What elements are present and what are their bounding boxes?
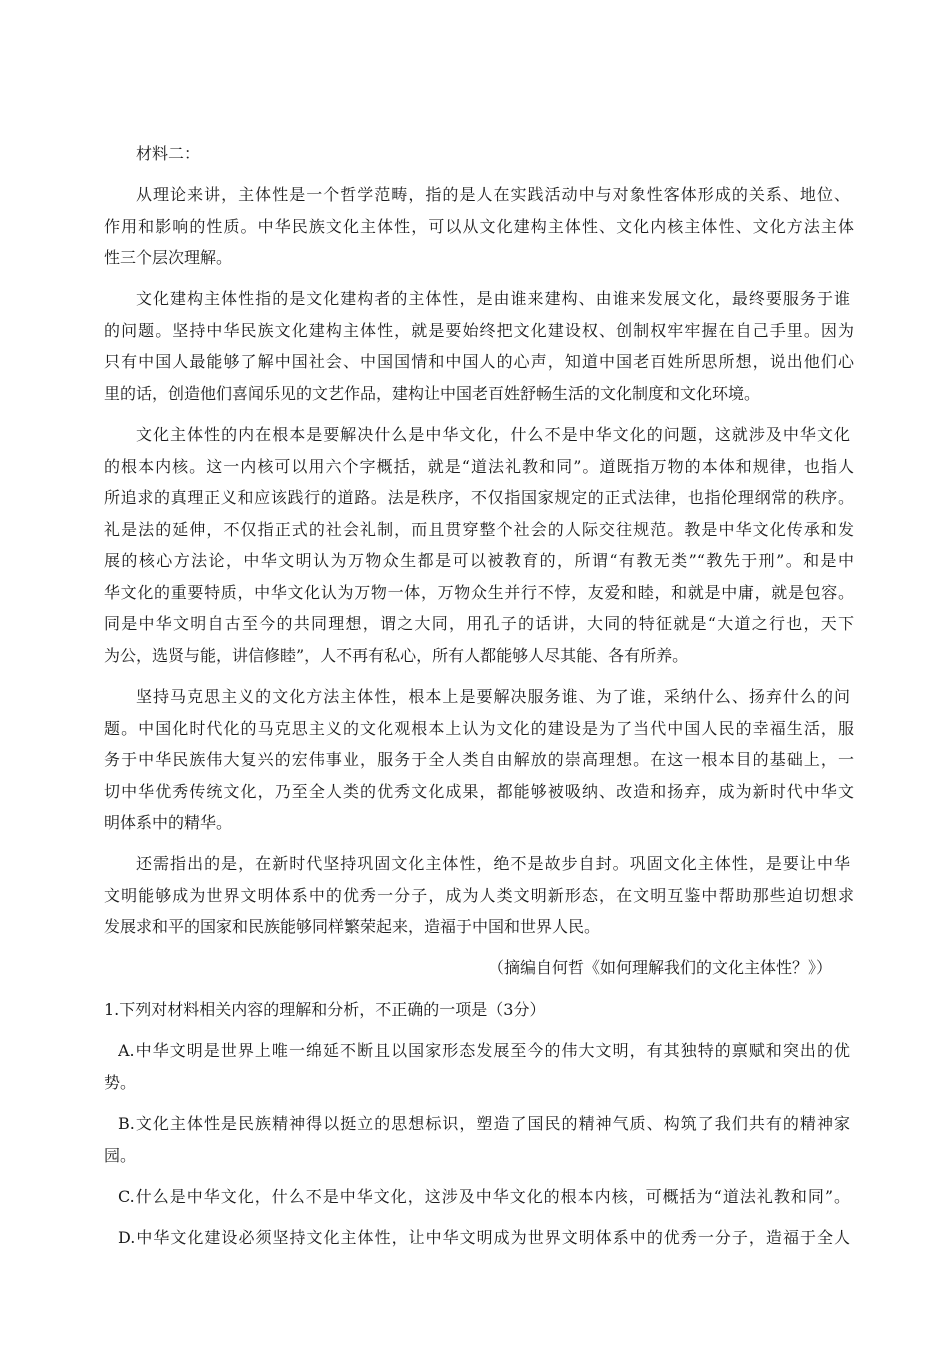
material-heading: 材料二： [136, 144, 201, 163]
question-stem: 1.下列对材料相关内容的理解和分析，不正确的一项是（3分） [104, 1000, 546, 1019]
option-line: B.文化主体性是民族精神得以挺立的思想标识，塑造了国民的精神气质、构筑了我们共有的精神家 [118, 1114, 850, 1133]
paragraph-line: 的根本内核。这一内核可以用六个字概括，就是“道法礼教和同”。道既指万物的本体和规律，也指人 [104, 457, 854, 476]
paragraph-line: 里的话，创造他们喜闻乐见的文艺作品，建构让中国老百姓舒畅生活的文化制度和文化环境。 [104, 384, 761, 403]
paragraph-line: 文明能够成为世界文明体系中的优秀一分子，成为人类文明新形态，在文明互鉴中帮助那些迫切想求 [104, 886, 854, 905]
paragraph-line: 同是中华文明自古至今的共同理想，谓之大同，用孔子的话讲，大同的特征就是“大道之行也，天下 [104, 614, 854, 633]
option-line: A.中华文明是世界上唯一绵延不断且以国家形态发展至今的伟大文明，有其独特的禀赋和突出的优 [118, 1041, 850, 1060]
paragraph-line: 的问题。坚持中华民族文化建构主体性，就是要始终把文化建设权、创制权牢牢握在自己手里。因为 [104, 321, 854, 340]
paragraph-line: 文化建构主体性指的是文化建构者的主体性，是由谁来建构、由谁来发展文化，最终要服务于谁 [136, 289, 850, 308]
paragraph-line: 明体系中的精华。 [104, 813, 233, 832]
paragraph-line: 性三个层次理解。 [104, 248, 233, 267]
paragraph-line: 礼是法的延伸，不仅指正式的社会礼制，而且贯穿整个社会的人际交往规范。教是中华文化传承和发 [104, 520, 854, 539]
paragraph-line: 展的核心方法论，中华文明认为万物众生都是可以被教育的，所谓“有教无类”“教先于刑”。和是中 [104, 551, 854, 570]
paragraph-line: 务于中华民族伟大复兴的宏伟事业，服务于全人类自由解放的崇高理想。在这一根本目的基础上，一 [104, 750, 854, 769]
paragraph-line: 作用和影响的性质。中华民族文化主体性，可以从文化建构主体性、文化内核主体性、文化方法主体 [104, 217, 854, 236]
paragraph-line: 发展求和平的国家和民族能够同样繁荣起来，造福于中国和世界人民。 [104, 917, 601, 936]
option-line: 园。 [104, 1146, 137, 1165]
source-citation: （摘编自何哲《如何理解我们的文化主体性？》） [487, 958, 832, 977]
paragraph-line: 文化主体性的内在根本是要解决什么是中华文化，什么不是中华文化的问题，这就涉及中华文化 [136, 425, 850, 444]
paragraph-line: 切中华优秀传统文化，乃至全人类的优秀文化成果，都能够被吸纳、改造和扬弃，成为新时代中华文 [104, 782, 854, 801]
paragraph-line: 坚持马克思主义的文化方法主体性，根本上是要解决服务谁、为了谁，采纳什么、扬弃什么的问 [136, 687, 850, 706]
paragraph-line: 还需指出的是，在新时代坚持巩固文化主体性，绝不是故步自封。巩固文化主体性，是要让中华 [136, 854, 850, 873]
paragraph-line: 只有中国人最能够了解中国社会、中国国情和中国人的心声，知道中国老百姓所思所想，说出他们心 [104, 352, 854, 371]
paragraph-line: 题。中国化时代化的马克思主义的文化观根本上认为文化的建设是为了当代中国人民的幸福生活，服 [104, 719, 854, 738]
option-line: D.中华文化建设必须坚持文化主体性，让中华文明成为世界文明体系中的优秀一分子，造福于全人 [118, 1228, 850, 1247]
paragraph-line: 从理论来讲，主体性是一个哲学范畴，指的是人在实践活动中与对象性客体形成的关系、地位、 [136, 185, 850, 204]
option-line: 势。 [104, 1073, 137, 1092]
option-line: C.什么是中华文化，什么不是中华文化，这涉及中华文化的根本内核，可概括为“道法礼教和同”。 [118, 1187, 850, 1206]
paragraph-line: 所追求的真理正义和应该践行的道路。法是秩序，不仅指国家规定的正式法律，也指伦理纲常的秩序。 [104, 488, 854, 507]
paragraph-line: 为公，选贤与能，讲信修睦”，人不再有私心，所有人都能够人尽其能、各有所养。 [104, 646, 689, 665]
paragraph-line: 华文化的重要特质，中华文化认为万物一体，万物众生并行不悖，友爱和睦，和就是中庸，就是包容。 [104, 583, 854, 602]
